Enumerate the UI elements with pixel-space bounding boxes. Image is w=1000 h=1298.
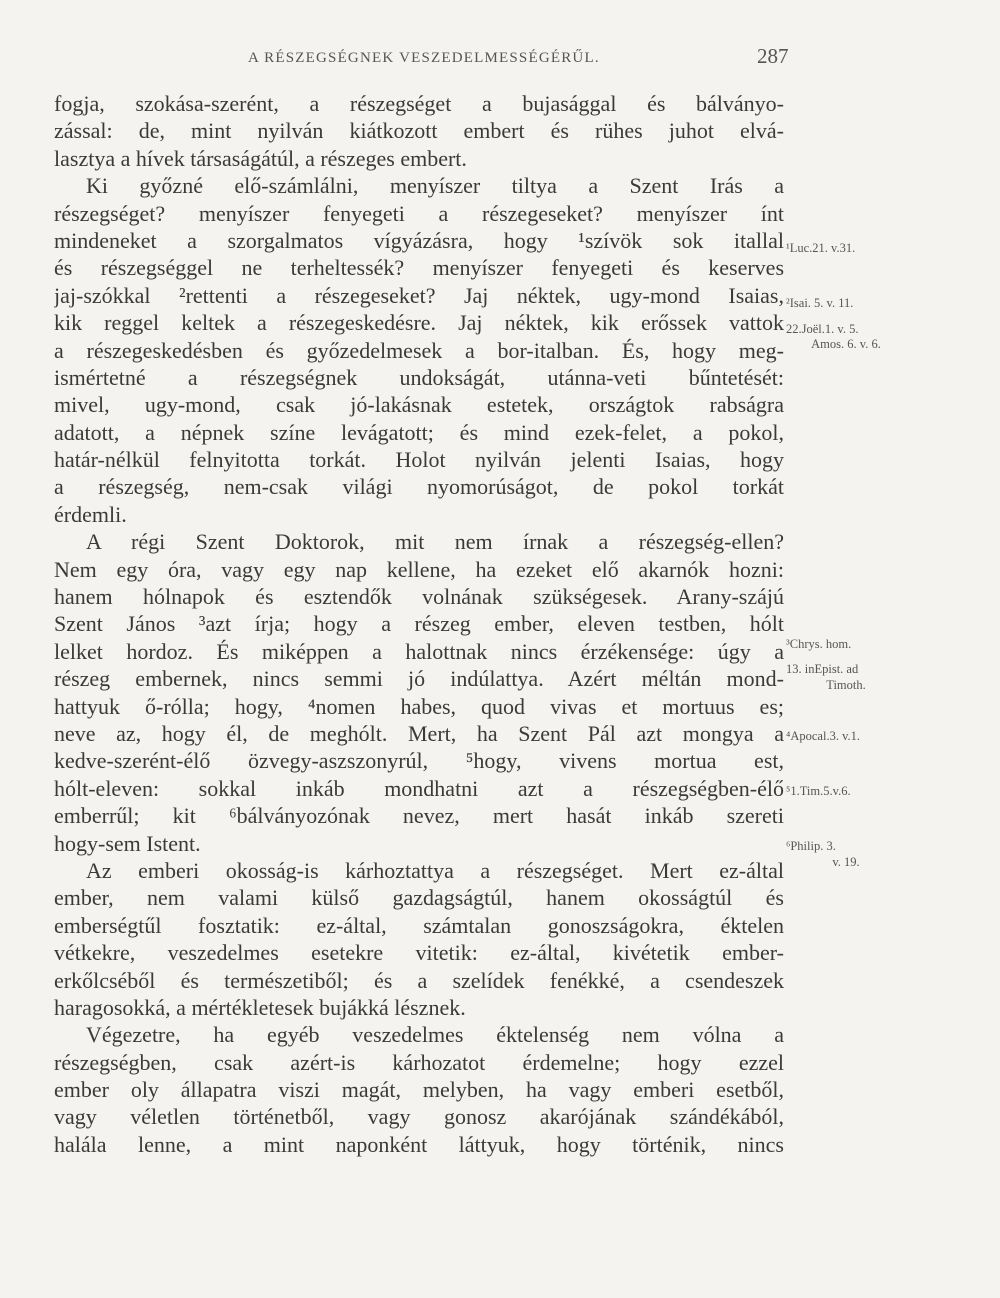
text-line: zással: de, mint nyilván kiátkozott embert és rühes juhot elvá- xyxy=(54,118,784,144)
text-line: jaj-szókkal ²rettenti a részegeseket? Jaj néktek, ugy-mond Isaias, xyxy=(54,282,784,308)
text-line: ember oly állapatra viszi magát, melyben, ha vagy emberi esetből, xyxy=(54,1077,784,1103)
text-line: fogja, szokása-szerént, a részegséget a bujasággal és bálványo- xyxy=(54,91,784,116)
text-line: részeg embernek, nincs semmi jó indúlattya. Azért méltán mond- xyxy=(54,666,784,692)
margin-note: ⁵1.Tim.5.v.6. xyxy=(786,784,851,798)
text-line: vagy véletlen történetből, vagy gonosz akarójának szándékából, xyxy=(54,1104,784,1130)
running-title: A RÉSZEGSÉGNEK VESZEDELMESSÉGÉRŰL. xyxy=(248,50,600,66)
text-line: Nem egy óra, vagy egy nap kellene, ha ezeket elő akarnók hozni: xyxy=(54,556,784,582)
margin-note: ¹Luc.21. v.31. xyxy=(786,241,856,255)
text-line: halála lenne, a mint naponként láttyuk, hogy történik, nincs xyxy=(54,1131,784,1157)
text-line: lasztya a hívek társaságátúl, a részeges embert. xyxy=(54,145,467,171)
text-line: hattyuk ő-rólla; hogy, ⁴nomen habes, quod vivas et mortuus es; xyxy=(54,693,784,719)
page-number: 287 xyxy=(757,44,789,68)
text-line: adatott, a népnek színe levágatott; és mind ezek-felet, a pokol, xyxy=(54,419,784,445)
text-line: hanem hólnapok és esztendők volnának szükségesek. Arany-szájú xyxy=(54,584,784,610)
text-line: erkőlcséből és természetiből; és a szelídek fenékké, a csendeszek xyxy=(54,967,784,993)
text-line: Ki győzné elő-számlálni, menyíszer tiltya a Szent Irás a xyxy=(86,173,784,199)
text-line: és részegséggel ne terheltessék? menyíszer fenyegeti és keserves xyxy=(54,255,784,281)
margin-note: Timoth. xyxy=(826,678,866,692)
text-line: a részegeskedésben és győzedelmesek a bor-italban. És, hogy meg- xyxy=(54,337,784,363)
margin-note: ⁴Apocal.3. v.1. xyxy=(786,729,861,743)
text-line: mivel, ugy-mond, csak jó-lakásnak estetek, országtok rabságra xyxy=(54,392,784,418)
margin-note: ²Isai. 5. v. 11. xyxy=(786,296,854,310)
text-line: A régi Szent Doktorok, mit nem írnak a részegség-ellen? xyxy=(86,529,784,555)
text-line: neve az, hogy él, de meghólt. Mert, ha Szent Pál azt mongya a xyxy=(54,720,784,746)
margin-note: v. 19. xyxy=(832,855,860,869)
text-line: érdemli. xyxy=(54,501,127,527)
text-line: emberrűl; kit ⁶bálványozónak nevez, mert hasát inkáb szereti xyxy=(54,803,784,829)
text-line: mindeneket a szorgalmatos vígyázásra, hogy ¹szívök sok itallal xyxy=(54,227,784,253)
text-line: ismértetné a részegségnek undokságát, utánna-veti bűntetését: xyxy=(54,364,784,390)
text-line: Végezetre, ha egyéb veszedelmes éktelenség nem vólna a xyxy=(86,1022,784,1048)
text-line: részegséget? menyíszer fenyegeti a részegeseket? menyíszer ínt xyxy=(54,200,784,226)
text-line: emberségtűl fosztatik: ez-által, számtalan gonoszságokra, éktelen xyxy=(54,912,784,938)
margin-note: ⁶Philip. 3. xyxy=(786,839,836,853)
text-line: hogy-sem Istent. xyxy=(54,830,201,856)
text-line: hólt-eleven: sokkal inkáb mondhatni azt a részegségben-élő xyxy=(54,775,784,801)
text-line: haragosokká, a mértékletesek bujákká lésznek. xyxy=(54,994,466,1020)
margin-note: 22.Joël.1. v. 5. xyxy=(786,322,859,336)
margin-note: ³Chrys. hom. xyxy=(786,637,852,651)
text-line: vétkekre, veszedelmes esetekre vitetik: ez-által, kivétetik ember- xyxy=(54,940,784,966)
text-line: Az emberi okosság-is kárhoztattya a részegséget. Mert ez-által xyxy=(86,857,784,883)
margin-note: Amos. 6. v. 6. xyxy=(811,337,881,351)
text-line: határ-nélkül felnyitotta torkát. Holot nyilván jelenti Isaias, hogy xyxy=(54,447,784,473)
text-line: kedve-szerént-élő özvegy-aszszonyrúl, ⁵hogy, vivens mortua est, xyxy=(54,748,784,774)
text-line: a részegség, nem-csak világi nyomorúságot, de pokol torkát xyxy=(54,474,784,500)
text-line: ember, nem valami külső gazdagságtúl, hanem okosságtúl és xyxy=(54,885,784,911)
text-line: kik reggel keltek a részegeskedésre. Jaj néktek, kik erőssek vattok xyxy=(54,310,784,336)
page-header xyxy=(0,44,1000,74)
text-line: Szent János ³azt írja; hogy a részeg ember, eleven testben, hólt xyxy=(54,611,784,637)
body-text xyxy=(54,90,784,1158)
text-line: részegségben, csak azért-is kárhozatot érdemelne; hogy ezzel xyxy=(54,1049,784,1075)
text-line: lelket hordoz. És miképpen a halottnak nincs érzékensége: úgy a xyxy=(54,638,784,664)
margin-note: 13. inEpist. ad xyxy=(786,662,859,676)
